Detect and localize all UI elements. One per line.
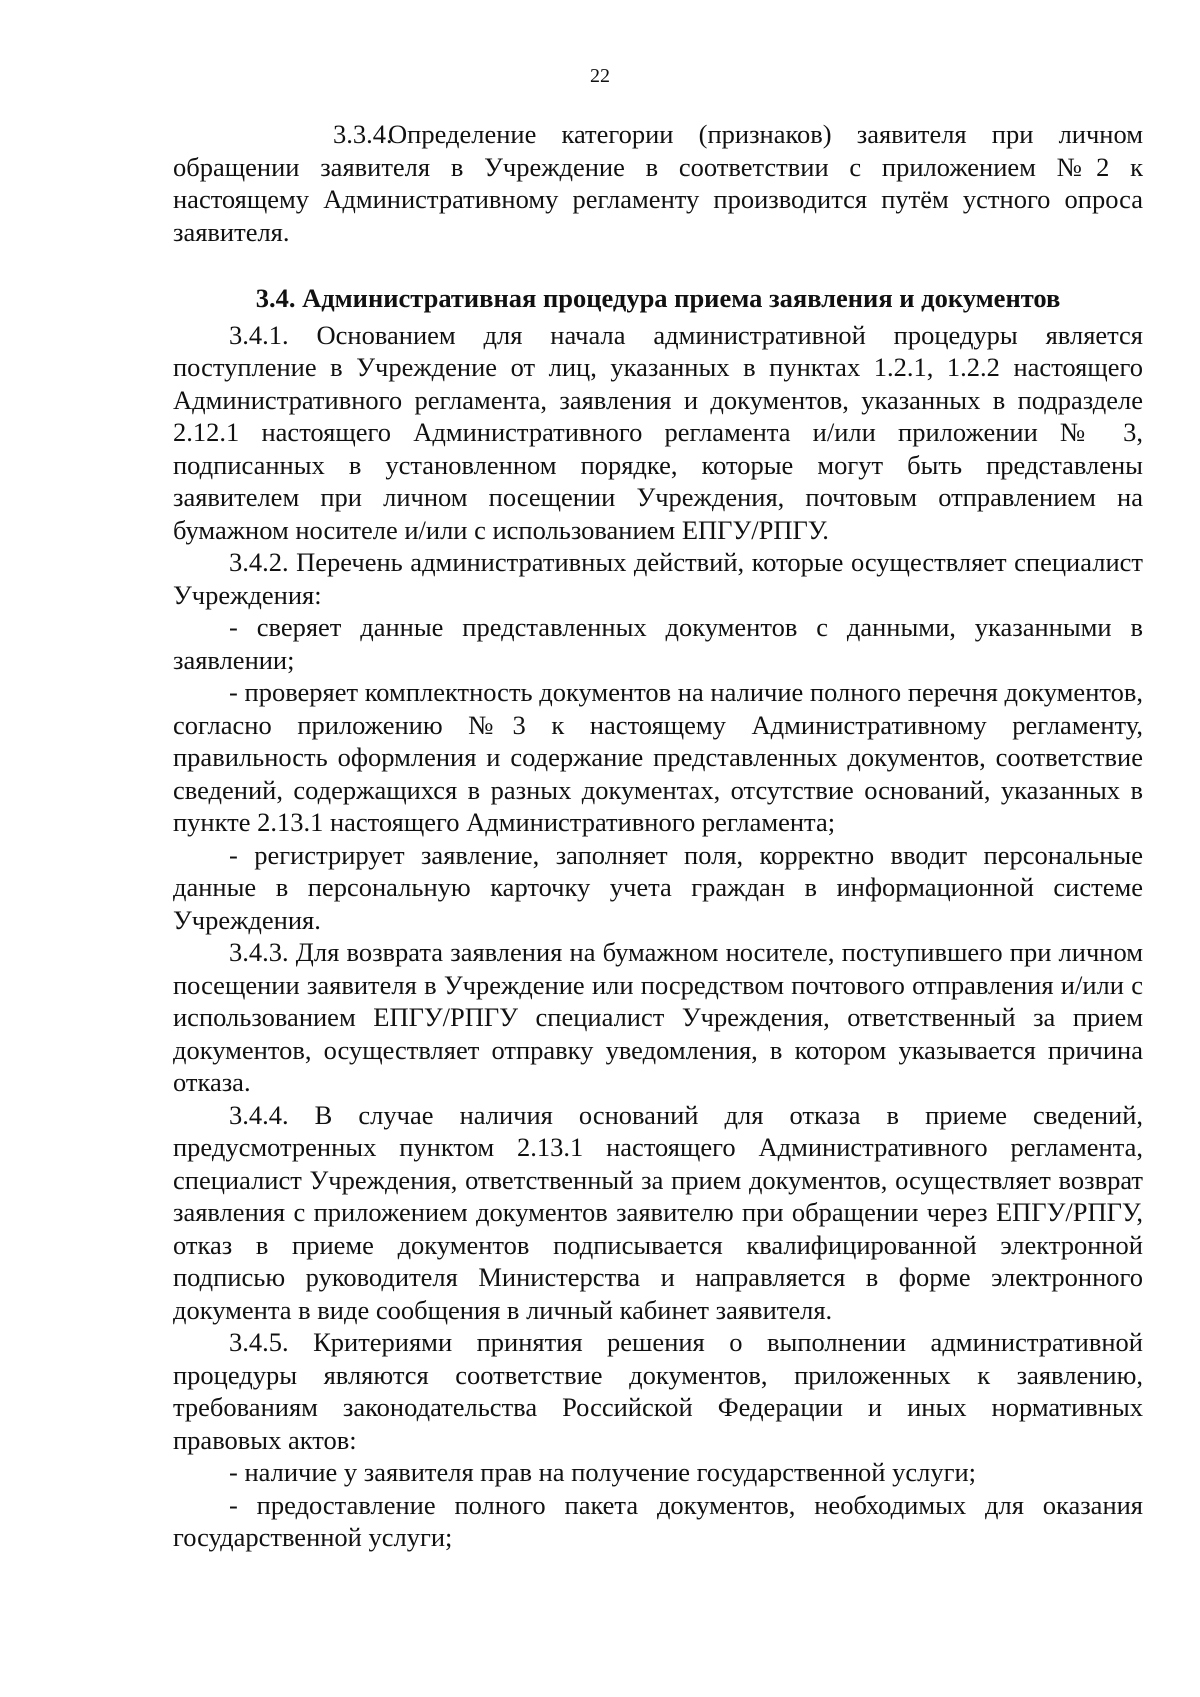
paragraph-3-4-4: 3.4.4. В случае наличия оснований для отказа в приеме сведений, предусмотренных пунктом 2.13.1 настоящего Административного регламента, специалист Учреждения, ответственный за прием документов, осуществляет возврат заявления с приложением документов заявителю при обращении через ЕПГУ/РПГУ, отказ в приеме документов подписывается квалифицированной электронной подписью руководителя Министерства и направляется в форме электронного документа в виде сообщения в личный кабинет заявителя. [173,1099,1143,1325]
list-item: - регистрирует заявление, заполняет поля, корректно вводит персональные данные в персональную карточку учета граждан в информационной системе Учреждения. [173,839,1143,935]
document-body [173,118,1143,1554]
paragraph-3-3-4 [173,118,1143,248]
paragraph-number: 3.3.4. [333,119,393,149]
list-item: - проверяет комплектность документов на наличие полного перечня документов, согласно приложению №3 к настоящему Административному регламенту, правильность оформления и содержание представленных документов, соответствие сведений, содержащихся в разных документах, отсутствие оснований, указанных в пункте 2.13.1 настоящего Административного регламента; [173,677,1143,837]
paragraph-3-4-2: 3.4.2. Перечень административных действий, которые осуществляет специалист Учреждения: [173,547,1143,610]
paragraph-3-4-3: 3.4.3. Для возврата заявления на бумажном носителе, поступившего при личном посещении заявителя в Учреждение или посредством почтового отправления и/или с использованием ЕПГУ/РПГУ специалист Учреждения, ответственный за прием документов, осуществляет отправку уведомления, в котором указывается причина отказа. [173,937,1143,1097]
paragraph-3-4-5: 3.4.5. Критериями принятия решения о выполнении административной процедуры являются соответствие документов, приложенных к заявлению, требованиям законодательства Российской Федерации и иных нормативных правовых актов: [173,1327,1143,1455]
list-item: - предоставление полного пакета документов, необходимых для оказания государственной услуги; [173,1489,1143,1552]
list-item: - наличие у заявителя прав на получение государственной услуги; [229,1457,976,1487]
list-item: - сверяет данные представленных документов с данными, указанными в заявлении; [173,612,1143,675]
page-number: 22 [590,65,610,87]
paragraph-3-4-1: 3.4.1. Основанием для начала административной процедуры является поступление в Учреждение от лиц, указанных в пунктах 1.2.1, 1.2.2 настоящего Административного регламента, заявления и документов, указанных в подразделе 2.12.1 настоящего Административного регламента и/или приложении № 3, подписанных в установленном порядке, которые могут быть представлены заявителем при личном посещении Учреждения, почтовым отправлением на бумажном носителе и/или с использованием ЕПГУ/РПГУ. [173,319,1143,545]
paragraph-text: Определение категории (признаков) заявителя при личном обращении заявителя в Учреждение в соответствии с приложением №2 к настоящему Административному регламенту производится путём устного опроса заявителя. [173,119,1143,247]
section-heading: 3.4. Административная процедура приема заявления и документов [255,283,1061,313]
